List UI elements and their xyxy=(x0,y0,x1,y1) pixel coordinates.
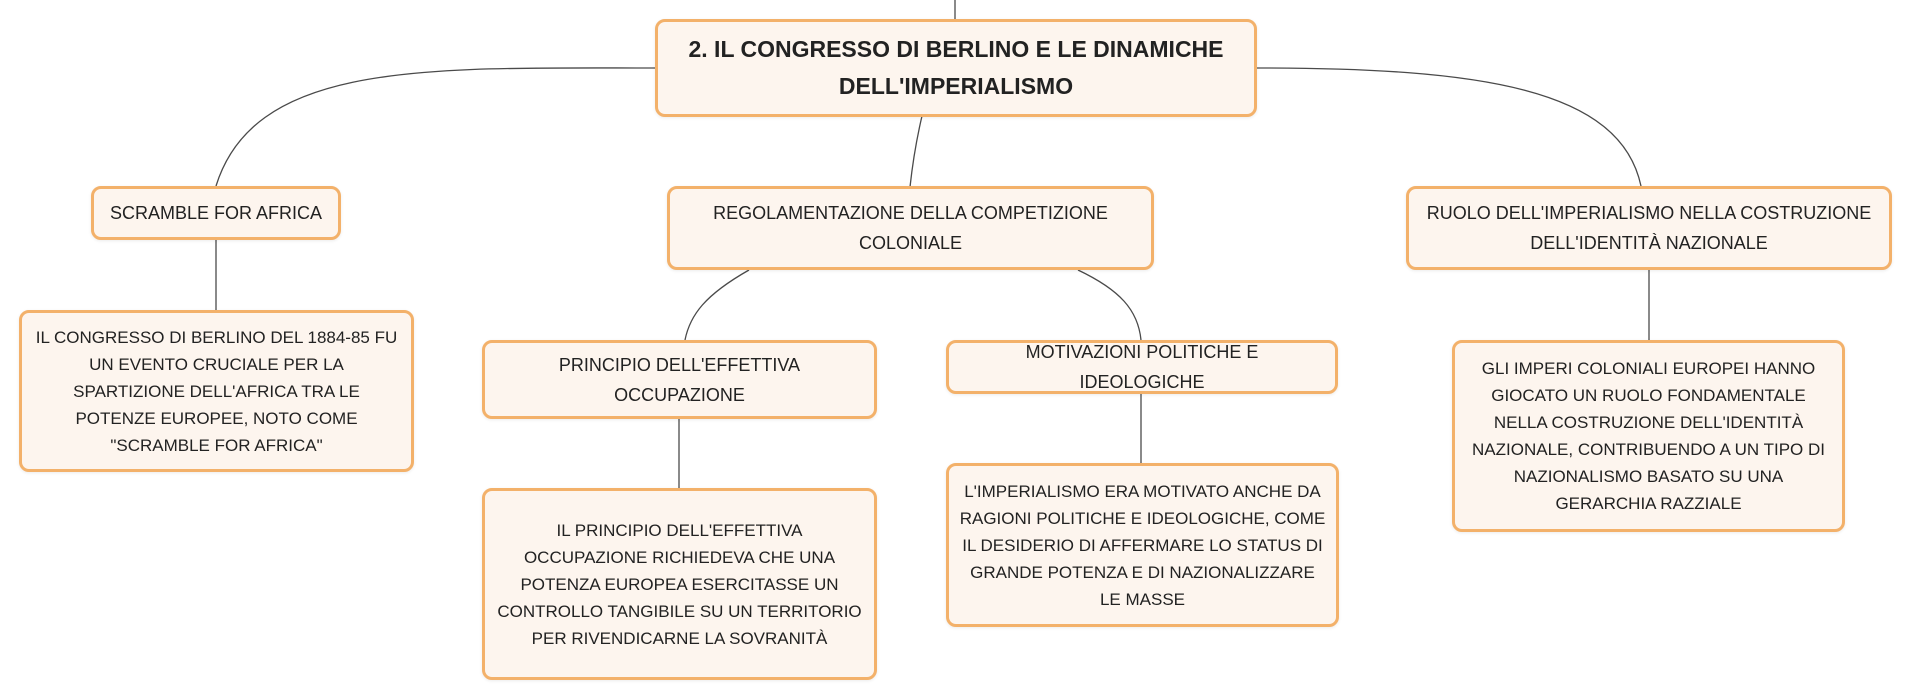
detail-principio-occupazione-text: IL PRINCIPIO DELL'EFFETTIVA OCCUPAZIONE RICHIEDEVA CHE UNA POTENZA EUROPEA ESERCITASSE UN CONTROLLO TANGIBILE SU UN TERRITORIO PER RIVENDICARNE LA SOVRANITÀ xyxy=(497,520,862,648)
detail-principio-occupazione[interactable] xyxy=(482,488,877,680)
topic-scramble-for-africa[interactable] xyxy=(91,186,341,240)
topic-ruolo-imperialismo-label: RUOLO DELL'IMPERIALISMO NELLA COSTRUZIONE DELL'IDENTITÀ NAZIONALE xyxy=(1426,203,1872,253)
connector-root-ruolo xyxy=(1256,68,1641,186)
root-topic-label: 2. IL CONGRESSO DI BERLINO E LE DINAMICHE DELL'IMPERIALISMO xyxy=(688,36,1224,99)
connector-regolamentazione-principio xyxy=(685,270,749,340)
subtopic-principio-occupazione-label: PRINCIPIO DELL'EFFETTIVA OCCUPAZIONE xyxy=(558,354,801,405)
subtopic-motivazioni[interactable] xyxy=(946,340,1338,394)
topic-regolamentazione[interactable] xyxy=(667,186,1154,270)
topic-ruolo-imperialismo[interactable] xyxy=(1406,186,1892,270)
connector-root-regolamentazione xyxy=(910,116,922,187)
subtopic-principio-occupazione[interactable] xyxy=(482,340,877,419)
detail-motivazioni[interactable] xyxy=(946,463,1339,627)
detail-scramble-for-africa[interactable] xyxy=(19,310,414,472)
root-topic[interactable] xyxy=(655,19,1257,117)
detail-ruolo-imperialismo-text: GLI IMPERI COLONIALI EUROPEI HANNO GIOCATO UN RUOLO FONDAMENTALE NELLA COSTRUZIONE DELL'IDENTITÀ NAZIONALE, CONTRIBUENDO A UN TIPO DI NAZIONALISMO BASATO SU UNA GERARCHIA RAZZIALE xyxy=(1472,359,1825,513)
topic-scramble-for-africa-label: SCRAMBLE FOR AFRICA xyxy=(109,203,323,223)
detail-scramble-for-africa-text: IL CONGRESSO DI BERLINO DEL 1884-85 FU UN EVENTO CRUCIALE PER LA SPARTIZIONE DELL'AFRICA TRA LE POTENZE EUROPEE, NOTO COME "SCRAMBLE FOR AFRICA" xyxy=(35,327,398,455)
detail-motivazioni-text: L'IMPERIALISMO ERA MOTIVATO ANCHE DA RAGIONI POLITICHE E IDEOLOGICHE, COME IL DESIDERIO DI AFFERMARE LO STATUS DI GRANDE POTENZA E DI NAZIONALIZZARE LE MASSE xyxy=(959,481,1326,609)
subtopic-motivazioni-label: MOTIVAZIONI POLITICHE E IDEOLOGICHE xyxy=(1025,342,1259,392)
detail-ruolo-imperialismo[interactable] xyxy=(1452,340,1845,532)
topic-regolamentazione-label: REGOLAMENTAZIONE DELLA COMPETIZIONE COLONIALE xyxy=(713,203,1108,253)
connector-regolamentazione-motivazioni xyxy=(1078,270,1141,340)
connector-root-scramble xyxy=(216,68,655,186)
